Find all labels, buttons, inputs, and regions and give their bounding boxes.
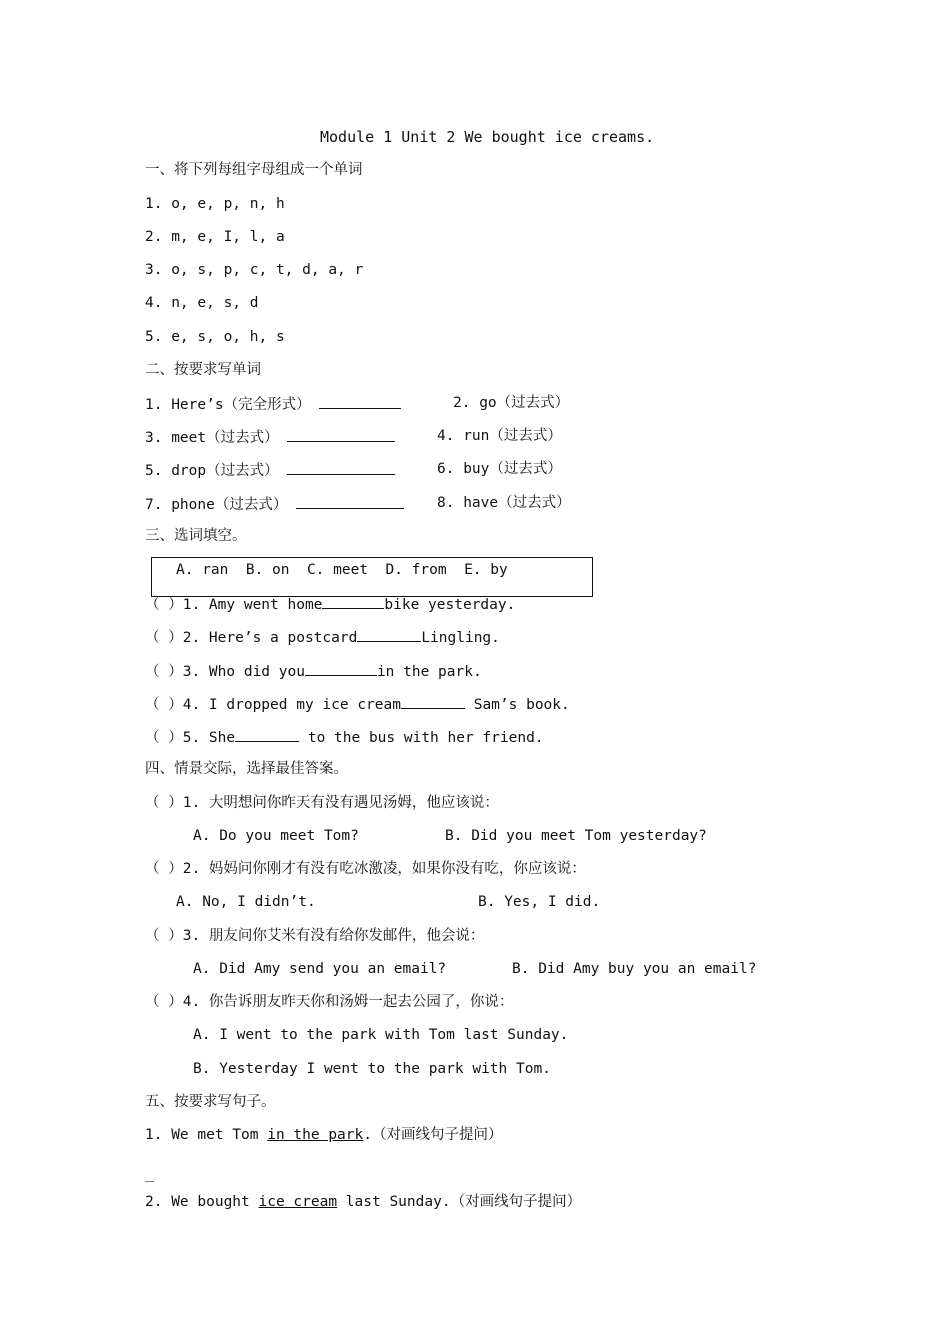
answer-blank[interactable]	[235, 727, 299, 742]
s2-item-5-text: 5. drop（过去式）	[145, 463, 279, 479]
s5-q2-underlined: ice cream	[258, 1194, 338, 1210]
section-2-heading: 二、按要求写单词	[145, 362, 261, 378]
s1-item-1: 1. o, e, p, n, h	[145, 196, 285, 212]
s5-q1-underlined: in the park	[267, 1127, 364, 1143]
s4-q2: （ ）2. 妈妈问你刚才有没有吃冰激凌，如果你没有吃，你应该说：	[145, 861, 586, 877]
answer-blank[interactable]	[322, 594, 384, 609]
s3-q3-text-a: （ ）3. Who did you	[145, 664, 305, 680]
section-1-heading: 一、将下列每组字母组成一个单词	[145, 162, 363, 178]
word-bank-options: A. ran B. on C. meet D. from E. by	[176, 562, 508, 578]
s2-item-3	[145, 427, 395, 447]
section-3-heading: 三、选词填空。	[145, 528, 247, 544]
s2-item-1-text: 1. Here’s（完全形式）	[145, 397, 311, 413]
s5-q2	[145, 1193, 581, 1211]
s1-item-4: 4. n, e, s, d	[145, 295, 259, 311]
s3-q4	[145, 694, 570, 714]
answer-blank[interactable]	[296, 494, 404, 509]
s2-item-1	[145, 394, 401, 414]
s4-q3: （ ）3. 朋友问你艾米有没有给你发邮件，他会说：	[145, 928, 485, 944]
s1-item-2: 2. m, e, I, l, a	[145, 229, 285, 245]
page-title: Module 1 Unit 2 We bought ice creams.	[320, 128, 655, 146]
s2-item-5	[145, 460, 395, 480]
s2-item-7	[145, 494, 404, 514]
s3-q4-text-a: （ ）4. I dropped my ice cream	[145, 697, 401, 713]
answer-blank[interactable]	[287, 427, 395, 442]
s4-q4-option-b: B. Yesterday I went to the park with Tom.	[193, 1061, 551, 1077]
answer-blank[interactable]	[401, 694, 465, 709]
s3-q5-text-b: to the bus with her friend.	[299, 730, 544, 746]
s3-q3-text-b: in the park.	[376, 664, 482, 680]
section-4-heading: 四、情景交际，选择最佳答案。	[145, 761, 348, 777]
s2-item-7-text: 7. phone（过去式）	[145, 497, 288, 513]
s1-item-5: 5. e, s, o, h, s	[145, 329, 285, 345]
answer-blank[interactable]	[305, 661, 377, 676]
s5-q1	[145, 1126, 502, 1144]
s3-q1-text-a: （ ）1. Amy went home	[145, 597, 323, 613]
s5-q1-text-b: .（对画线句子提问）	[363, 1127, 503, 1143]
s3-q2-text-a: （ ）2. Here’s a postcard	[145, 630, 358, 646]
s4-q1-option-a: A. Do you meet Tom?	[193, 828, 359, 844]
s4-q1: （ ）1. 大明想问你昨天有没有遇见汤姆，他应该说：	[145, 795, 499, 811]
s2-item-6: 6. buy（过去式）	[437, 461, 562, 477]
section-5-heading: 五、按要求写句子。	[145, 1094, 276, 1110]
s4-q4: （ ）4. 你告诉朋友昨天你和汤姆一起去公园了，你说：	[145, 994, 514, 1010]
s2-item-3-text: 3. meet（过去式）	[145, 430, 279, 446]
s3-q2-text-b: Lingling.	[421, 630, 500, 646]
answer-blank[interactable]	[287, 460, 395, 475]
s3-q5	[145, 727, 544, 747]
s4-q2-option-b: B. Yes, I did.	[478, 894, 601, 910]
s3-q4-text-b: Sam’s book.	[464, 697, 570, 713]
s5-q2-text-a: 2. We bought	[145, 1194, 259, 1210]
s3-q1-text-b: bike yesterday.	[384, 597, 516, 613]
s4-q4-option-a: A. I went to the park with Tom last Sunday.	[193, 1027, 569, 1043]
s3-q1	[145, 594, 515, 614]
answer-blank[interactable]	[319, 394, 401, 409]
s3-q5-text-a: （ ）5. She	[145, 730, 236, 746]
s4-q2-option-a: A. No, I didn’t.	[176, 894, 316, 910]
s2-item-4: 4. run（过去式）	[437, 428, 562, 444]
answer-line[interactable]: _	[145, 1166, 154, 1182]
s3-q2	[145, 627, 500, 647]
s4-q3-option-a: A. Did Amy send you an email?	[193, 961, 447, 977]
s4-q1-option-b: B. Did you meet Tom yesterday?	[445, 828, 707, 844]
s5-q2-text-b: last Sunday.（对画线句子提问）	[337, 1194, 582, 1210]
answer-blank[interactable]	[357, 627, 421, 642]
s2-item-8: 8. have（过去式）	[437, 495, 571, 511]
s5-q1-text-a: 1. We met Tom	[145, 1127, 268, 1143]
s3-q3	[145, 661, 482, 681]
s2-item-2: 2. go（过去式）	[453, 395, 570, 411]
s1-item-3: 3. o, s, p, c, t, d, a, r	[145, 262, 364, 278]
s4-q3-option-b: B. Did Amy buy you an email?	[512, 961, 757, 977]
